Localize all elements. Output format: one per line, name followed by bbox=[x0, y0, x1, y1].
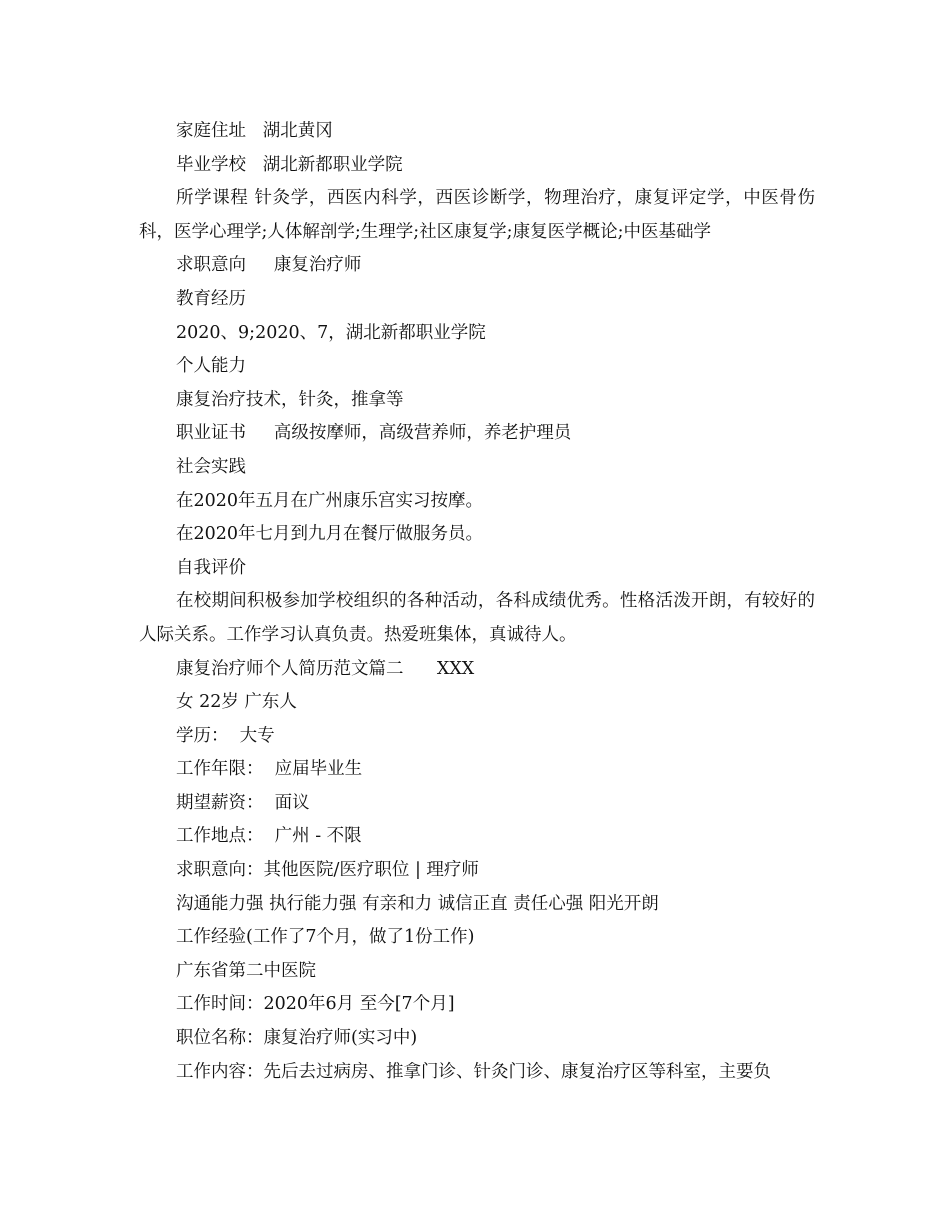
paragraph-practice-1: 在2020年五月在广州康乐宫实习按摩。 bbox=[176, 490, 484, 511]
heading-resume-sample-2: 康复治疗师个人简历范文篇二 XXX bbox=[176, 658, 475, 679]
heading-self-evaluation: 自我评价 bbox=[176, 557, 246, 578]
paragraph-graduate-school: 毕业学校 湖北新都职业学院 bbox=[176, 154, 403, 175]
paragraph-abilities-detail: 康复治疗技术，针灸，推拿等 bbox=[176, 389, 404, 410]
resume-body bbox=[139, 115, 815, 1089]
paragraph-personal-info: 女 22岁 广东人 bbox=[176, 692, 297, 713]
heading-education: 教育经历 bbox=[176, 288, 246, 309]
paragraph-employer: 广东省第二中医院 bbox=[176, 960, 316, 981]
paragraph-work-experience: 工作经验(工作了7个月，做了1份工作) bbox=[176, 927, 475, 948]
paragraph-practice-2: 在2020年七月到九月在餐厅做服务员。 bbox=[176, 524, 484, 545]
heading-social-practice: 社会实践 bbox=[176, 456, 246, 477]
paragraph-home-address: 家庭住址 湖北黄冈 bbox=[176, 121, 333, 141]
paragraph-work-time: 工作时间：2020年6月 至今[7个月] bbox=[176, 994, 455, 1015]
paragraph-work-years: 工作年限： 应届毕业生 bbox=[176, 759, 363, 780]
paragraph-strengths: 沟通能力强 执行能力强 有亲和力 诚信正直 责任心强 阳光开朗 bbox=[176, 893, 659, 914]
paragraph-work-location: 工作地点： 广州 - 不限 bbox=[176, 826, 362, 847]
paragraph-certificates: 职业证书 高级按摩师，高级营养师，养老护理员 bbox=[176, 423, 572, 444]
paragraph-job-intention-2: 求职意向：其他医院/医疗职位 | 理疗师 bbox=[176, 860, 479, 881]
paragraph-self-evaluation: 在校期间积极参加学校组织的各种活动，各科成绩优秀。性格活泼开朗，有较好的人际关系。工作学习认真负责。热爱班集体，真诚待人。 bbox=[139, 591, 815, 645]
paragraph-work-content: 工作内容：先后去过病房、推拿门诊、针灸门诊、康复治疗区等科室，主要负 bbox=[176, 1061, 771, 1082]
heading-abilities: 个人能力 bbox=[176, 356, 246, 377]
paragraph-position-title: 职位名称：康复治疗师(实习中) bbox=[176, 1028, 418, 1049]
paragraph-job-intention: 求职意向 康复治疗师 bbox=[176, 255, 362, 276]
paragraph-expected-salary: 期望薪资： 面议 bbox=[176, 792, 310, 813]
paragraph-education-detail: 2020、9;2020、7，湖北新都职业学院 bbox=[176, 322, 486, 343]
paragraph-education-level: 学历： 大专 bbox=[176, 725, 275, 746]
paragraph-courses: 所学课程 针灸学，西医内科学，西医诊断学，物理治疗，康复评定学，中医骨伤科，医学心理学;人体解剖学;生理学;社区康复学;康复医学概论;中医基础学 bbox=[139, 188, 815, 242]
